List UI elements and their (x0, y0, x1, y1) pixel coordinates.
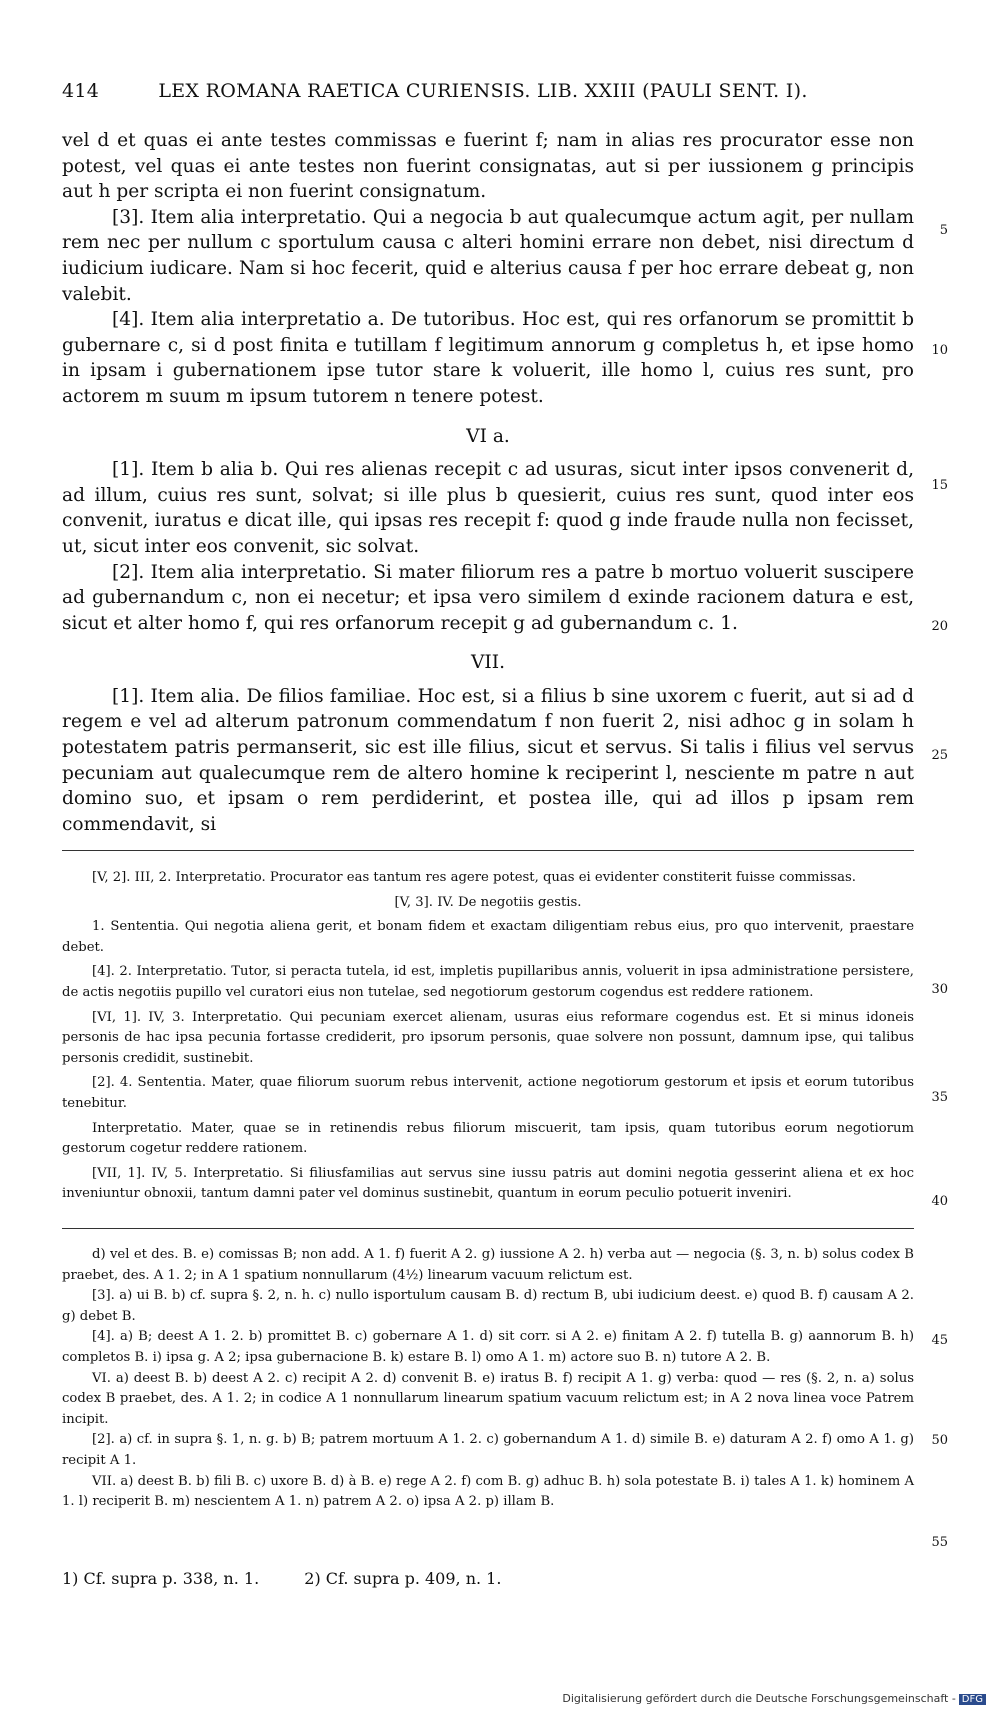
note: 1. Sententia. Qui negotia aliena gerit, et bonam fidem et exactam diligentiam rebus eius, pro quo intervenit, praestare debet. (62, 919, 914, 955)
separator-rule (62, 850, 914, 851)
apparatus-notes (62, 1245, 948, 1550)
paragraph: [4]. Item alia interpretatio a. De tutoribus. Hoc est, qui res orfanorum se promittit b gubernare c, si d post finita e tutillam f legitimum annorum g completus h, et ipse homo in ipsam i gubernationem ipse tutor stare k voluerit, ille homo l, cuius res sunt, pro actorem m suum m ipsum tutorem n tenere potest. (62, 309, 914, 407)
section-heading: VI a. (466, 425, 510, 447)
apparatus-entry: d) vel et des. B. e) comissas B; non add. A 1. f) fuerit A 2. g) iussione A 2. h) verba aut — negocia (§. 3, n. b) solus codex B praebet, des. A 1. 2; in A 1 spatium nonnullarum (4½) linearum vacuum relictum est. (62, 1247, 914, 1283)
paragraph: [3]. Item alia interpretatio. Qui a negocia b aut qualecumque actum agit, per nullam rem nec per nullum c sportulum causa c alteri homini errare non debet, nisi directum d iudicium iudicare. Nam si hoc fecerit, quid e alterius causa f per hoc errare debeat g, non valebit. (62, 206, 914, 305)
apparatus-entry: [2]. a) cf. in supra §. 1, n. g. b) B; patrem mortuum A 1. 2. c) gobernandum A 1. d) simile B. e) daturam A 2. f) omo A 1. g) recipit A 1. (62, 1432, 914, 1468)
apparatus-entry: VI. a) deest B. b) deest A 2. c) recipit A 2. d) convenit B. e) iratus B. f) recipit A 1. g) verba: quod — res (§. 2, n. a) solus codex B praebet, des. A 1. 2; in codice A 1 nonnullarum linearum spatium vacuum relictum est; in A 2 nova linea voce Patrem incipit. (62, 1370, 914, 1427)
line-number: 25 (931, 748, 948, 763)
apparatus-entry: [3]. a) ui B. b) cf. supra §. 2, n. h. c) nullo isportulum causam B. d) rectum B, ubi iudicium deest. e) quod B. f) causam A 2. g) debet B. (62, 1288, 914, 1324)
digitization-credit (562, 1692, 986, 1705)
paragraph: [2]. Item alia interpretatio. Si mater filiorum res a patre b mortuo voluerit suscipere ad gubernandum c, non ei necetur; et ipsa vero similem d exinde racionem datura e est, sicut et alter homo f, qui res orfanorum recepit g ad gubernandum c. 1. (62, 561, 914, 634)
paragraph: vel d et quas ei ante testes commissas e fuerint f; nam in alias res procurator esse non potest, vel quas ei ante testes non fuerint consignatas, aut si per iussionem g principis aut h per scripta ei non fuerint consignatum. (62, 130, 914, 203)
credit-text: Digitalisierung gefördert durch die Deutsche Forschungsgemeinschaft - (562, 1692, 956, 1705)
note: [2]. 4. Sententia. Mater, quae filiorum suorum rebus intervenit, actione negotiorum gestorum et ipsis et eorum tutoribus tenebitur. (62, 1075, 914, 1111)
footnotes (62, 1568, 914, 1590)
note-heading: [V, 3]. IV. De negotiis gestis. (394, 894, 582, 910)
apparatus-entry: [4]. a) B; deest A 1. 2. b) promittet B. c) gobernare A 1. d) sit corr. si A 2. e) finitam A 2. f) tutella B. g) aannorum B. h) completos B. i) ipsa g. A 2; ipsa gubernacione B. k) estare B. l) omo A 1. m) actore suo B. n) tutore A 2. B. (62, 1329, 914, 1365)
dfg-logo: DFG (959, 1694, 986, 1705)
line-number: 20 (931, 619, 948, 634)
note: [VII, 1]. IV, 5. Interpretatio. Si filiusfamilias aut servus sine iussu patris aut domini negotia gesserint aliena et ex hoc inveniuntur obnoxii, tantum damni pater vel dominus sustinebit, quantum in eorum peculio potuerit inveniri. (62, 1165, 914, 1202)
note: [VI, 1]. IV, 3. Interpretatio. Qui pecuniam exercet alienam, usuras eius reformare cogendus est. Et si minus idoneis personis de hac ipsa pecunia fortasse crediderit, pro ipsorum personis, quae solvere non possunt, damnum ipse, qui talibus personis credidit, sustinebit. (62, 1009, 914, 1066)
note: [4]. 2. Interpretatio. Tutor, si peracta tutela, id est, impletis pupillaribus annis, voluerit in ipsa administratione persistere, de actis negotiis pupillo vel curatori eius non tutelae, sed negotiorum gestorum cogendus est reddere rationem. (62, 964, 914, 1000)
apparatus-entry: VII. a) deest B. b) fili B. c) uxore B. d) à B. e) rege A 2. f) com B. g) adhuc B. h) sola potestate B. i) tales A 1. k) hominem A 1. l) reciperit B. m) nescientem A 1. n) patrem A 2. o) ipsa A 2. p) illam B. (62, 1473, 914, 1510)
line-number: 30 (931, 982, 948, 997)
note: [V, 2]. III, 2. Interpretatio. Procurator eas tantum res agere potest, quas ei evidenter constiterit fuisse commissas. (92, 870, 856, 885)
line-number: 15 (931, 478, 948, 493)
line-number: 55 (931, 1535, 948, 1550)
visigothic-notes (62, 868, 948, 1209)
footnote: 1) Cf. supra p. 338, n. 1. (62, 1569, 260, 1588)
note: Interpretatio. Mater, quae se in retinendis rebus filiorum miscuerit, tam ipsis, quam tutoribus eorum negotiorum gestorum cogetur reddere rationem. (62, 1120, 914, 1157)
footnote: 2) Cf. supra p. 409, n. 1. (304, 1569, 502, 1588)
line-number: 10 (931, 343, 948, 358)
line-number: 5 (939, 223, 948, 238)
running-title: LEX ROMANA RAETICA CURIENSIS. LIB. XXIII (PAULI SENT. I). (158, 80, 808, 102)
paragraph: [1]. Item b alia b. Qui res alienas recepit c ad usuras, sicut inter ipsos convenerit d, ad illum, cuius res sunt, solvat; si ille plus b quesierit, cuius res sunt, quod inter eos convenit, iuratus e dicat ille, qui ipsas res recepit f: quod g inde fraude nulla non fecisset, ut, sicut inter eos convenit, sic solvat. (62, 459, 914, 557)
paragraph: [1]. Item alia. De filios familiae. Hoc est, si a filius b sine uxorem c fuerit, aut si ad d regem e vel ad alterum patronum commendatum f non fuerit 2, nisi adhoc g in solam h potestatem patris permanserit, sic est ille filius, sicut et servus. Si talis i filius vel servus pecuniam aut qualecumque rem de altero homine k reciperint l, nesciente m patre n aut domino suo, et ipsam o rem perdiderint, et postea ille, qui ad illos p ipsam rem commendavit, si (62, 685, 914, 835)
main-text (62, 128, 948, 837)
section-heading: VII. (470, 652, 506, 674)
page-number: 414 (62, 80, 100, 102)
line-number: 40 (931, 1194, 948, 1209)
line-number: 35 (931, 1090, 948, 1105)
line-number: 50 (931, 1433, 948, 1448)
separator-rule (62, 1228, 914, 1229)
line-number: 45 (931, 1333, 948, 1348)
running-header (62, 80, 912, 102)
